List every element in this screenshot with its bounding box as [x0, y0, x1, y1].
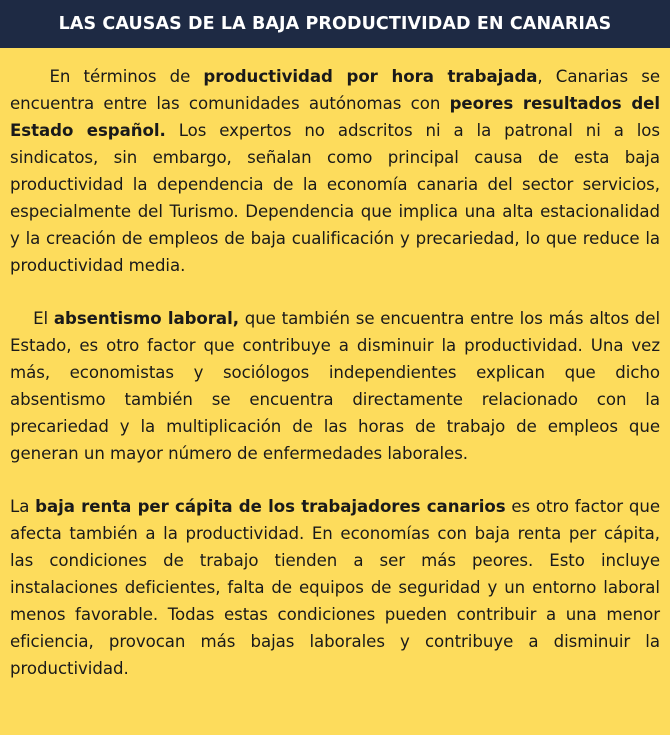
page-title: LAS CAUSAS DE LA BAJA PRODUCTIVIDAD EN CANARIAS	[58, 14, 612, 34]
paragraph-productivity	[10, 63, 660, 279]
bold-text-segment: peores resultados del Estado español.	[10, 94, 660, 140]
text-segment: , Canarias se encuentra entre las comunidades autónomas con	[10, 67, 660, 113]
text-segment: En términos de	[10, 67, 204, 86]
article-body	[0, 48, 670, 682]
text-segment: que también se encuentra entre los más altos del Estado, es otro factor que contribuye a disminuir la productividad. Una vez más, economistas y sociólogos independientes explican que dicho absentismo también se encuentra directamente relacionado con la precariedad y la multiplicación de las horas de trabajo de empleos que generan un mayor número de enfermedades laborales.	[10, 309, 661, 463]
bold-text-segment: productividad por hora trabajada	[203, 67, 538, 86]
paragraph-absenteeism	[10, 305, 660, 467]
text-segment: Los expertos no adscritos ni a la patronal ni a los sindicatos, sin embargo, señalan como principal causa de esta baja productividad la dependencia de la economía canaria del sector servicios, especialmente del Turismo. Dependencia que implica una alta estacionalidad y la creación de empleos de baja cualificación y precariedad, lo que reduce la productividad media.	[10, 121, 661, 275]
paragraph-income	[10, 493, 660, 682]
text-segment: La	[10, 497, 36, 516]
text-segment: El	[10, 309, 54, 328]
bold-text-segment: absentismo laboral,	[53, 309, 239, 328]
text-segment: es otro factor que afecta también a la productividad. En economías con baja renta per cápita, las condiciones de trabajo tienden a ser más peores. Esto incluye instalaciones deficientes, falta de equipos de seguridad y un entorno laboral menos favorable. Todas estas condiciones pueden contribuir a una menor eficiencia, provocan más bajas laborales y contribuye a disminuir la productividad.	[10, 497, 660, 678]
bold-text-segment: baja renta per cápita de los trabajadores canarios	[35, 497, 506, 516]
header-banner	[0, 0, 670, 48]
